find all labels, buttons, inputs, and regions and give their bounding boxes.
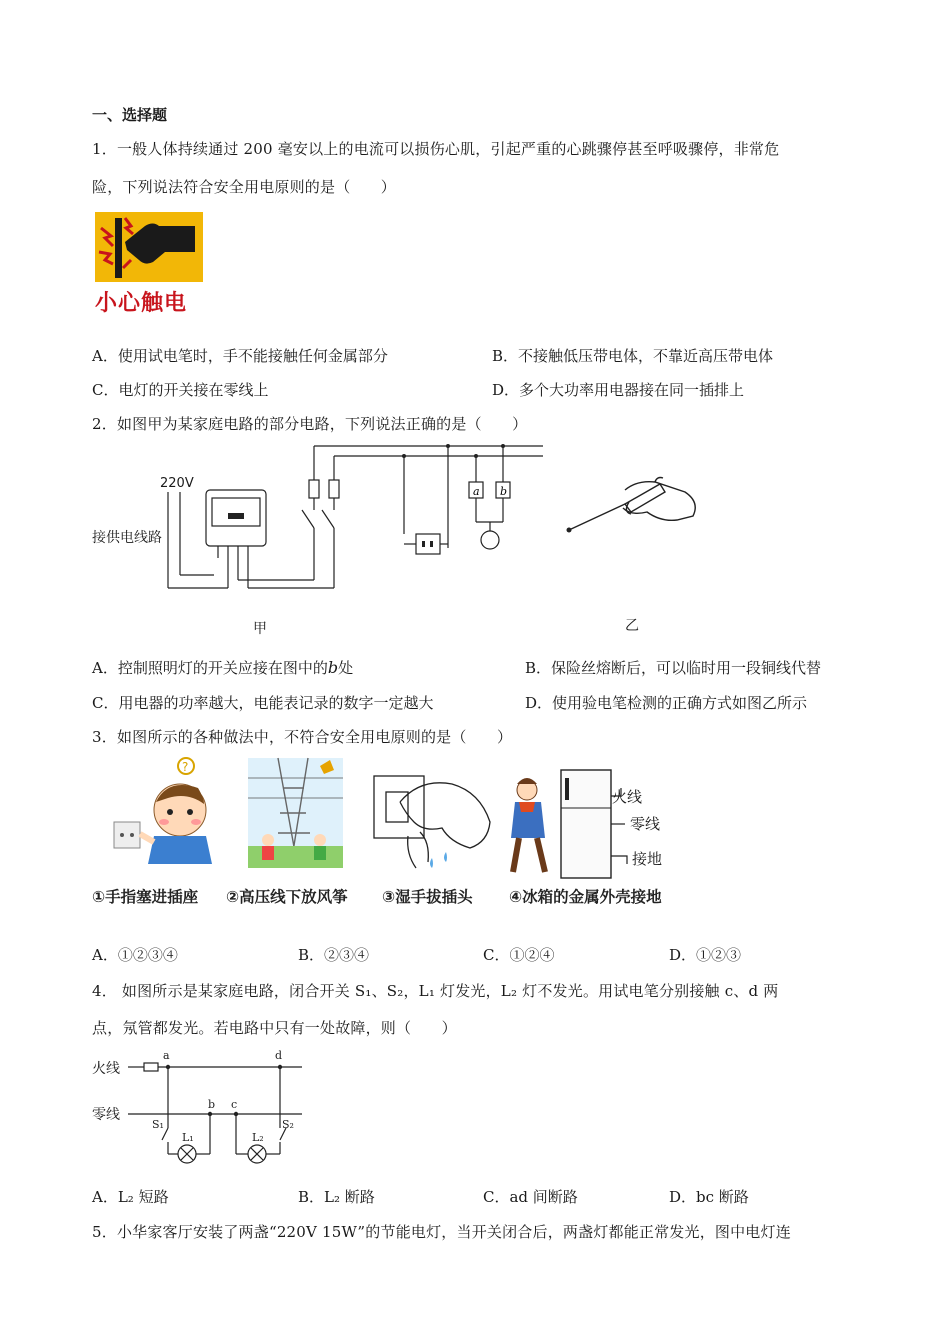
q1-stem-line2: 险，下列说法符合安全用电原则的是（ ）: [92, 178, 397, 196]
sign-caption: 小心触电: [95, 291, 188, 316]
svg-text:?: ?: [182, 760, 189, 774]
test-pen-figure: [565, 472, 705, 542]
q1-option-b[interactable]: B．不接触低压带电体，不靠近高压带电体: [492, 347, 774, 365]
fridge-label-ground: 接地: [632, 850, 663, 868]
supply-label: 接供电线路: [92, 530, 162, 546]
q3-option-a[interactable]: A．①②③④: [92, 946, 178, 964]
q4-l1-label: L₁: [182, 1131, 194, 1144]
child-socket-illustration: [108, 758, 228, 868]
q3-option-d[interactable]: D．①②③: [669, 946, 742, 964]
voltage-label: 220V: [160, 476, 194, 491]
q3-caption-1: ①手指塞进插座: [92, 888, 199, 906]
q2-option-a-var: b: [327, 658, 339, 677]
q4-option-d[interactable]: D．bc 断路: [669, 1188, 749, 1206]
q2-option-a-suffix: 处: [338, 659, 354, 677]
wet-hand-plug-illustration: [370, 762, 500, 872]
q4-option-b[interactable]: B．L₂ 断路: [298, 1188, 375, 1206]
q2-option-c[interactable]: C．用电器的功率越大，电能表记录的数字一定越大: [92, 694, 434, 712]
q3-option-b[interactable]: B．②③④: [298, 946, 370, 964]
q4-point-d: d: [275, 1049, 283, 1062]
q4-stem-line2: 点，氖管都发光。若电路中只有一处故障，则（ ）: [92, 1019, 457, 1037]
q4-s2-label: S₂: [282, 1118, 294, 1131]
q2-option-a-text: A．控制照明灯的开关应接在图中的: [92, 659, 328, 677]
fridge-label-fire: 火线: [612, 788, 643, 806]
q2-option-d[interactable]: D．使用验电笔检测的正确方式如图乙所示: [525, 694, 808, 712]
q3-caption-3: ③湿手拔插头: [382, 888, 473, 906]
q2-option-b[interactable]: B．保险丝熔断后，可以临时用一段铜线代替: [525, 659, 822, 677]
kite-powerline-illustration: [248, 758, 343, 868]
q4-point-c: c: [231, 1098, 238, 1111]
label-b: b: [500, 485, 508, 498]
q4-zero-label: 零线: [92, 1107, 120, 1123]
q4-stem-line1: 4． 如图所示是某家庭电路，闭合开关 S₁、S₂，L₁ 灯发光，L₂ 灯不发光。用试电笔分别接触 c、d 两: [92, 982, 779, 1000]
caption-jia: 甲: [253, 621, 267, 637]
q4-l2-label: L₂: [252, 1131, 264, 1144]
q1-option-d[interactable]: D．多个大功率用电器接在同一插排上: [492, 381, 745, 399]
q1-stem-line1: 1．一般人体持续通过 200 毫安以上的电流可以损伤心肌，引起严重的心跳骤停甚至呼吸骤停，非常危: [92, 140, 780, 158]
q1-option-a[interactable]: A．使用试电笔时，手不能接触任何金属部分: [92, 347, 388, 365]
q4-option-a[interactable]: A．L₂ 短路: [92, 1188, 169, 1206]
q2-option-a[interactable]: [92, 657, 353, 678]
electric-shock-warning-icon: [95, 212, 203, 282]
q5-stem-line1: 5．小华家客厅安装了两盏“220V 15W”的节能电灯，当开关闭合后，两盏灯都能正常发光，图中电灯连: [92, 1223, 791, 1241]
q4-fire-label: 火线: [92, 1061, 120, 1077]
section-heading: 一、选择题: [92, 106, 168, 124]
q3-caption-2: ②高压线下放风筝: [226, 888, 348, 906]
q4-circuit-figure: [92, 1050, 312, 1170]
fridge-label-zero: 零线: [630, 815, 661, 833]
q2-stem: 2．如图甲为某家庭电路的部分电路，下列说法正确的是（ ）: [92, 415, 528, 433]
q3-option-c[interactable]: C．①②④: [483, 946, 555, 964]
q4-s1-label: S₁: [152, 1118, 164, 1131]
q3-caption-4: ④冰箱的金属外壳接地: [509, 888, 662, 906]
q1-option-c[interactable]: C．电灯的开关接在零线上: [92, 381, 269, 399]
label-a: a: [473, 485, 480, 498]
q4-option-c[interactable]: C．ad 间断路: [483, 1188, 578, 1206]
caption-yi: 乙: [625, 618, 639, 634]
q4-point-a: a: [163, 1049, 170, 1062]
q3-stem: 3．如图所示的各种做法中，不符合安全用电原则的是（ ）: [92, 728, 513, 746]
q4-point-b: b: [208, 1098, 216, 1111]
